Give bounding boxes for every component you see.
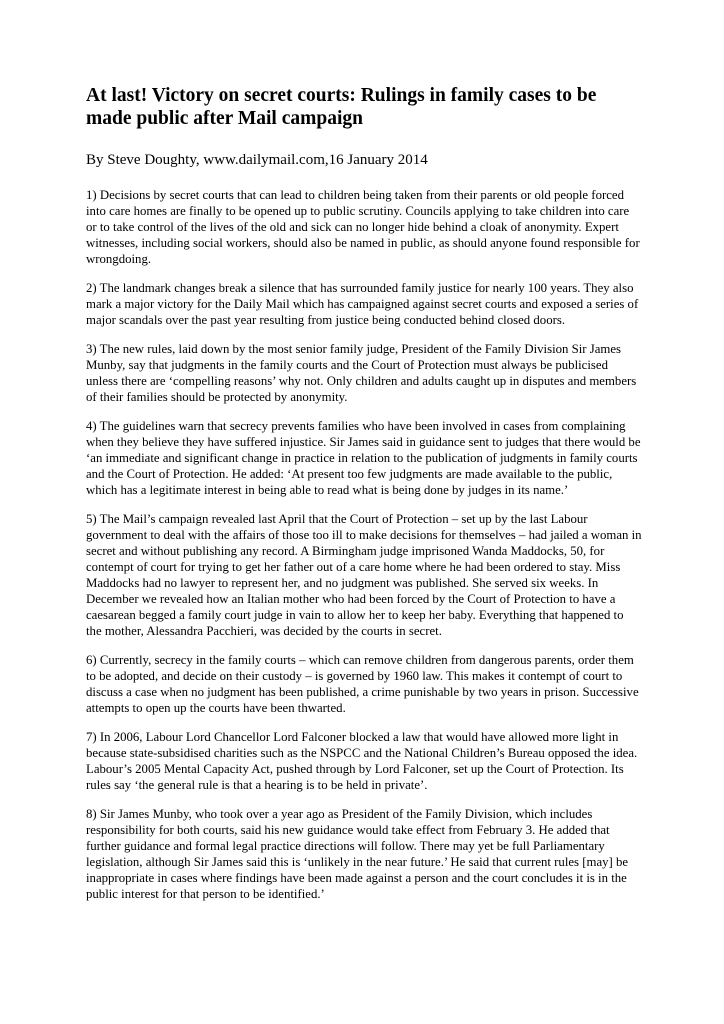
paragraph-2: 2) The landmark changes break a silence that has surrounded family justice for nearly 100 years. They also mark a major victory for the Daily Mail which has campaigned against secret courts and exposed a series of major scandals over the past year resulting from justice being conducted behind closed doors. (86, 281, 639, 327)
article-byline: By Steve Doughty, www.dailymail.com,16 January 2014 (86, 152, 428, 168)
paragraph-1: 1) Decisions by secret courts that can lead to children being taken from their parents or old people forced into care homes are finally to be opened up to public scrutiny. Councils applying to take children into care or to take control of the lives of the old and sick can no longer hide behind a cloak of anonymity. Expert witnesses, including social workers, should also be named in public, as should anyone found responsible for wrongdoing. (86, 188, 640, 266)
paragraph-5: 5) The Mail’s campaign revealed last April that the Court of Protection – set up by the last Labour government to deal with the affairs of those too ill to make decisions for themselves – had jailed a woman in secret and without publishing any record. A Birmingham judge imprisoned Wanda Maddocks, 50, for contempt of court for trying to get her father out of a care home where he had been ordered to stay. Miss Maddocks had no lawyer to represent her, and no judgment was published. She served six weeks. In December we revealed how an Italian mother who had been forced by the Court of Protection to have a caesarean begged a family court judge in vain to allow her to keep her baby. Everything that happened to the mother, Alessandra Pacchieri, was decided by the courts in secret. (86, 512, 642, 638)
paragraph-6: 6) Currently, secrecy in the family courts – which can remove children from dangerous parents, order them to be adopted, and decide on their custody – is governed by 1960 law. This makes it contempt of court to discuss a case when no judgment has been published, a crime punishable by two years in prison. Successive attempts to open up the courts have been thwarted. (86, 653, 639, 715)
article (86, 84, 642, 915)
paragraph-8: 8) Sir James Munby, who took over a year ago as President of the Family Division, which includes responsibility for both courts, said his new guidance would take effect from February 3. He added that further guidance and formal legal practice directions will follow. There may yet be full Parliamentary legislation, although Sir James said this is ‘unlikely in the near future.’ He said that current rules [may] be inappropriate in cases where findings have been made against a person and the court concludes it is in the public interest for that person to be identified.’ (86, 807, 629, 901)
paragraph-7: 7) In 2006, Labour Lord Chancellor Lord Falconer blocked a law that would have allowed more light in because state-subsidised charities such as the NSPCC and the National Children’s Bureau opposed the idea. Labour’s 2005 Mental Capacity Act, pushed through by Lord Falconer, set up the Court of Protection. Its rules say ‘the general rule is that a hearing is to be held in private’. (86, 730, 638, 792)
article-title: At last! Victory on secret courts: Rulings in family cases to be made public after Mail campaign (86, 85, 597, 129)
paragraph-4: 4) The guidelines warn that secrecy prevents families who have been involved in cases from complaining when they believe they have suffered injustice. Sir James said in guidance sent to judges that there would be ‘an immediate and significant change in practice in relation to the publication of judgments in family courts and the Court of Protection. He added: ‘At present too few judgments are made available to the public, which has a legitimate interest in being able to read what is being done by judges in its name.’ (86, 419, 641, 497)
paragraph-3: 3) The new rules, laid down by the most senior family judge, President of the Family Division Sir James Munby, say that judgments in the family courts and the Court of Protection must always be publicised unless there are ‘compelling reasons’ why not. Only children and adults caught up in disputes and members of their families should be protected by anonymity. (86, 342, 637, 404)
